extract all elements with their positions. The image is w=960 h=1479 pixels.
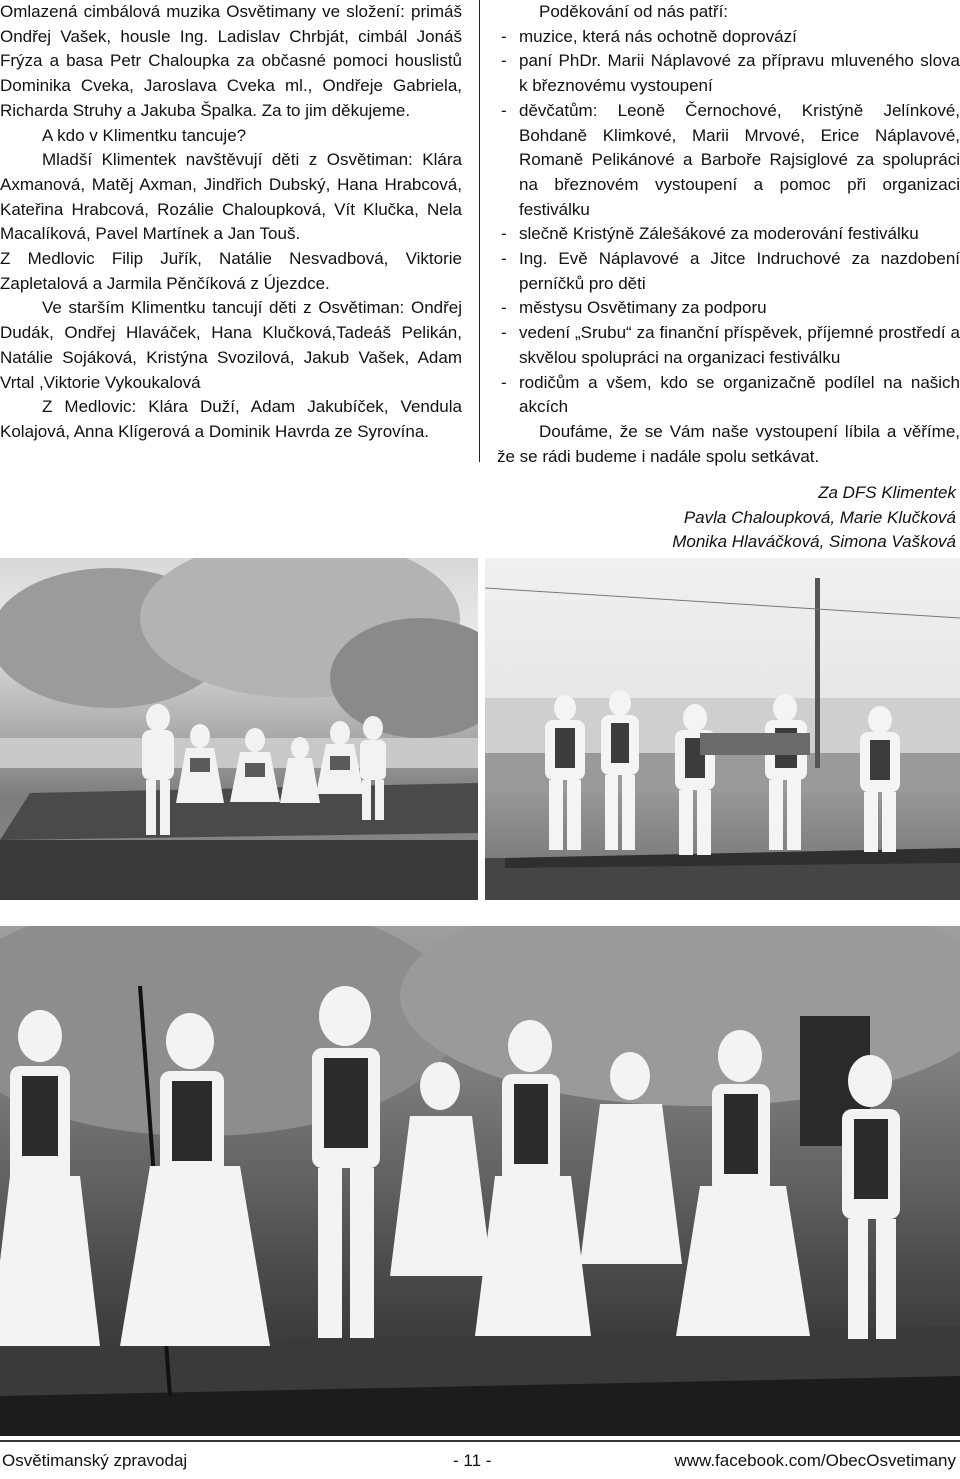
list-item: - vedení „Srubu“ za finanční příspěvek, příjemné prostředí a skvělou spolupráci na organizaci festiválku bbox=[497, 321, 960, 370]
photo-young-musicians-drawing bbox=[485, 558, 960, 900]
column-divider bbox=[479, 0, 480, 462]
right-column bbox=[497, 0, 960, 469]
page-number: - 11 - bbox=[453, 1451, 492, 1470]
footer-rule bbox=[0, 1440, 960, 1442]
page-footer bbox=[0, 1443, 960, 1479]
photo-older-dancers-drawing bbox=[0, 926, 960, 1436]
photo-young-musicians bbox=[485, 558, 960, 900]
signature-line: Za DFS Klimentek bbox=[818, 483, 956, 502]
paragraph-older-medlovice: Z Medlovic: Klára Duží, Adam Jakubíček, Vendula Kolajová, Anna Klígerová a Dominik Havrda ze Syrovína. bbox=[0, 397, 462, 441]
thanks-list bbox=[497, 25, 960, 420]
closing-paragraph: Doufáme, že se Vám naše vystoupení líbila a věříme, že se rádi budeme i nadále spolu setkávat. bbox=[497, 421, 960, 466]
publication-name: Osvětimanský zpravodaj bbox=[2, 1451, 188, 1470]
list-item: - Ing. Evě Náplavové a Jitce Indruchové za nazdobení perníčků pro děti bbox=[497, 247, 960, 296]
photo-younger-dancers-drawing bbox=[0, 558, 478, 900]
left-column bbox=[0, 0, 462, 445]
list-item: - slečně Kristýně Zálešákové za moderování festiválku bbox=[497, 222, 960, 247]
paragraph-who-dances: A kdo v Klimentku tancuje? bbox=[42, 125, 247, 145]
photo-older-dancers bbox=[0, 926, 960, 1436]
facebook-link[interactable]: www.facebook.com/ObecOsvetimany bbox=[674, 1451, 956, 1470]
signature-line: Monika Hlaváčková, Simona Vašková bbox=[672, 532, 956, 551]
thanks-heading: Poděkování od nás patří: bbox=[539, 2, 729, 21]
list-item: - městysu Osvětimany za podporu bbox=[497, 296, 960, 321]
list-item: - paní PhDr. Marii Náplavové za přípravu mluveného slova k březnovému vystoupení bbox=[497, 49, 960, 98]
list-item: - muzice, která nás ochotně doprovází bbox=[497, 25, 960, 50]
signature-line: Pavla Chaloupková, Marie Klučková bbox=[683, 507, 956, 527]
list-item: - rodičům a všem, kdo se organizačně podílel na našich akcích bbox=[497, 371, 960, 420]
signature-block bbox=[672, 481, 956, 555]
paragraph-cimbal-band: Omlazená cimbálová muzika Osvětimany ve složení: primáš Ondřej Vašek, housle Ing. Ladislav Chrbját, cimbál Jonáš Frýza a basa Petr Chaloupka za občasné pomoci houslistů Dominika Cveka, Jaroslava Cveka ml., Ondřeje Gabriela, Richarda Struhy a Jakuba Špalka. Za to jim děkujeme. bbox=[0, 2, 462, 120]
paragraph-younger-medlovice: Z Medlovic Filip Juřík, Natálie Nesvadbová, Viktorie Zapletalová a Jarmila Pěnčíková z Újezdce. bbox=[0, 249, 462, 293]
list-item: - děvčatům: Leoně Černochové, Kristýně Jelínkové, Bohdaně Klimkové, Marii Mrvové, Erice Náplavové, Romaně Pelikánové a Barboře Rajsiglové za spolupráci na březnovém vystoupení a pomoc při organizaci festiválku bbox=[497, 99, 960, 223]
paragraph-older-group: Ve starším Klimentku tancují děti z Osvětiman: Ondřej Dudák, Ondřej Hlaváček, Hana Klučková,Tadeáš Pelikán, Natálie Sojáková, Kristýna Svozilová, Jakub Vašek, Adam Vrtal ,Viktorie Vykoukalová bbox=[0, 298, 462, 392]
paragraph-younger-group: Mladší Klimentek navštěvují děti z Osvětiman: Klára Axmanová, Matěj Axman, Jindřich Dubský, Hana Hrabcová, Kateřina Hrabcová, Rozálie Chaloupková, Vít Klučka, Nela Macalíková, Pavel Martínek a Jan Touš. bbox=[0, 150, 462, 244]
photo-younger-dancers bbox=[0, 558, 478, 900]
